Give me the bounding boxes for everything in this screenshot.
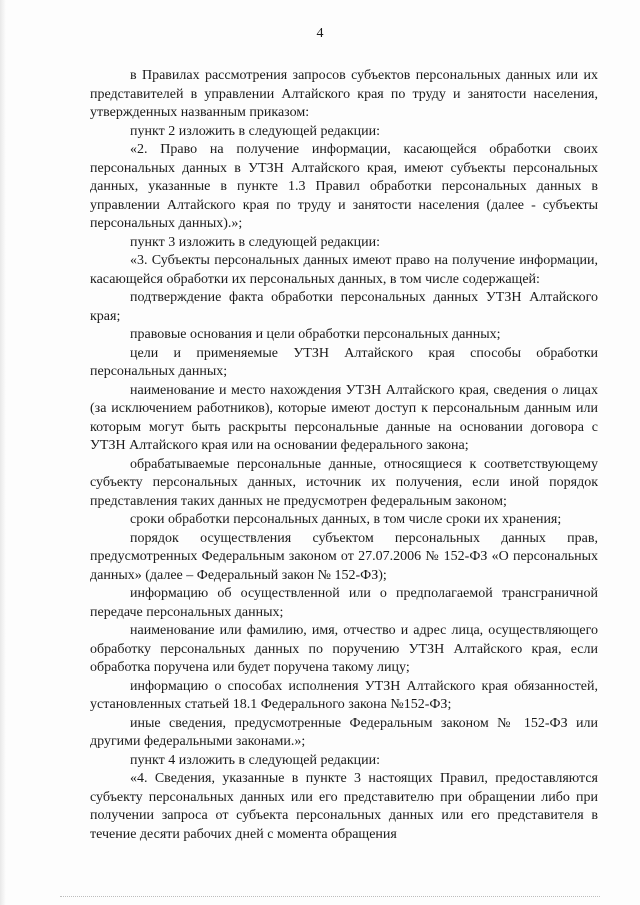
- list-item-processing-terms: сроки обработки персональных данных, в том числе сроки их хранения;: [130, 512, 562, 527]
- paragraph-item4-heading: пункт 4 изложить в следующей редакции:: [130, 752, 380, 768]
- list-item-processor-details: наименование или фамилию, имя, отчество и адрес лица, осуществляющего обработку персональных данных по поручению УТЗН Алтайского края, если обработка поручена или будет поручена такому лицу;: [90, 623, 598, 675]
- scan-artifact-line: [60, 896, 600, 899]
- scan-edge-shadow: [0, 0, 6, 905]
- document-body: [90, 67, 598, 844]
- list-item-legal-grounds: правовые основания и цели обработки персональных данных;: [130, 327, 501, 342]
- paragraph-item2-heading: пункт 2 изложить в следующей редакции:: [130, 123, 380, 139]
- list-item-other-info: иные сведения, предусмотренные Федеральным законом № 152-ФЗ или другими федеральными законами.»;: [90, 715, 598, 749]
- page-number: 4: [316, 26, 324, 41]
- list-item-obligations: информацию о способах исполнения УТЗН Алтайского края обязанностей, установленных статьей 18.1 Федерального закона №152-ФЗ;: [90, 678, 598, 712]
- paragraph-item3-heading: пункт 3 изложить в следующей редакции:: [130, 234, 380, 250]
- list-item-processing-confirmation: подтверждение факта обработки персональных данных УТЗН Алтайского края;: [90, 290, 598, 324]
- list-item-processed-data: обрабатываемые персональные данные, относящиеся к соответствующему субъекту персональных данных, источник их получения, если иной порядок представления таких данных не предусмотрен федеральным законом;: [90, 456, 598, 509]
- paragraph-item2-text: «2. Право на получение информации, касающейся обработки своих персональных данных в УТЗН Алтайского края, имеют субъекты персональных данных, указанные в пункте 1.3 Правил обработки персональных данных в управлении Алтайского края по труду и занятости населения (далее - субъекты персональных данных).»;: [90, 142, 598, 231]
- list-item-cross-border: информацию об осуществленной или о предполагаемой трансграничной передаче персональных данных;: [90, 586, 598, 620]
- list-item-rights-procedure: порядок осуществления субъектом персональных данных прав, предусмотренных Федеральным законом от 27.07.2006 № 152-ФЗ «О персональных данных» (далее – Федеральный закон № 152-ФЗ);: [90, 530, 598, 583]
- paragraph-item4-text: «4. Сведения, указанные в пункте 3 настоящих Правил, предоставляются субъекту персональных данных или его представителю при обращении либо при получении запроса от субъекта персональных данных или его представителя в течение десяти рабочих дней с момента обращения: [90, 771, 598, 842]
- paragraph-rules-intro: в Правилах рассмотрения запросов субъектов персональных данных или их представителей в управлении Алтайского края по труду и занятости населения, утвержденных названным приказом:: [90, 68, 598, 120]
- paragraph-item3-text: «3. Субъекты персональных данных имеют право на получение информации, касающейся обработки их персональных данных, в том числе содержащей:: [90, 253, 598, 287]
- list-item-purposes-methods: цели и применяемые УТЗН Алтайского края способы обработки персональных данных;: [90, 345, 598, 379]
- list-item-name-location: наименование и место нахождения УТЗН Алтайского края, сведения о лицах (за исключением работников), которые имеют доступ к персональным данным или которым могут быть раскрыты персональные данные на основании договора с УТЗН Алтайского края или на основании федерального закона;: [90, 382, 598, 453]
